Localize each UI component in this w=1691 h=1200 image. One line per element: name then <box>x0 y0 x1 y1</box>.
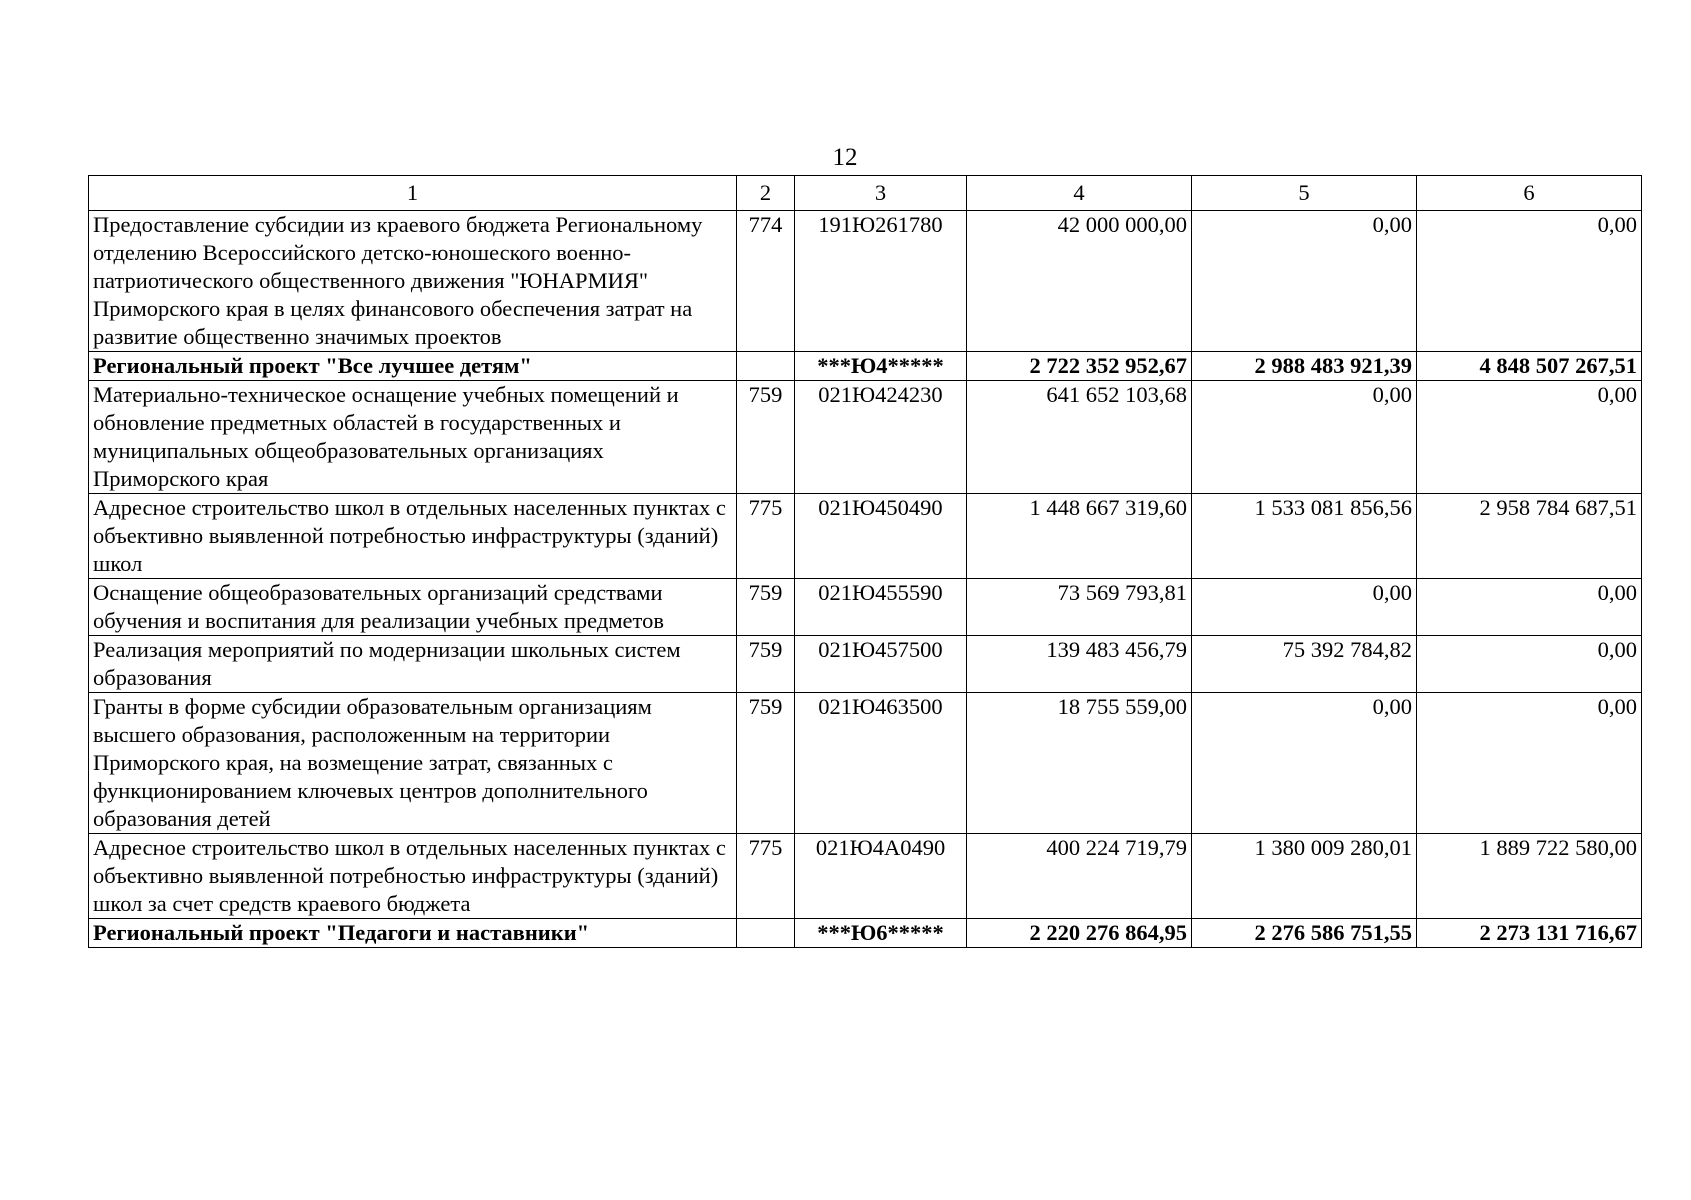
row-value-col6: 0,00 <box>1417 693 1642 834</box>
header-row <box>89 176 1642 211</box>
row-target-code: 021Ю455590 <box>795 579 967 636</box>
row-ministry-code: 759 <box>737 636 795 693</box>
row-value-col4: 400 224 719,79 <box>967 834 1192 919</box>
row-target-code: 021Ю4А0490 <box>795 834 967 919</box>
row-target-code: 021Ю450490 <box>795 494 967 579</box>
page-number: 12 <box>832 144 858 171</box>
row-value-col6: 0,00 <box>1417 381 1642 494</box>
column-header-4: 4 <box>967 176 1192 211</box>
row-value-col4: 139 483 456,79 <box>967 636 1192 693</box>
table-row <box>89 494 1642 579</box>
table-body <box>89 211 1642 948</box>
row-value-col4: 2 220 276 864,95 <box>967 919 1192 948</box>
row-value-col4: 641 652 103,68 <box>967 381 1192 494</box>
table-row <box>89 579 1642 636</box>
row-name: Адресное строительство школ в отдельных населенных пунктах с объективно выявленной потребностью инфраструктуры (зданий) школ за счет средств краевого бюджета <box>89 834 737 919</box>
row-value-col6: 1 889 722 580,00 <box>1417 834 1642 919</box>
row-value-col5: 1 533 081 856,56 <box>1192 494 1417 579</box>
row-value-col6: 0,00 <box>1417 211 1642 352</box>
row-ministry-code: 759 <box>737 693 795 834</box>
row-target-code: 021Ю424230 <box>795 381 967 494</box>
row-value-col6: 0,00 <box>1417 579 1642 636</box>
row-value-col5: 0,00 <box>1192 693 1417 834</box>
row-value-col5: 2 988 483 921,39 <box>1192 352 1417 381</box>
row-ministry-code: 759 <box>737 579 795 636</box>
row-target-code: 191Ю261780 <box>795 211 967 352</box>
row-name: Реализация мероприятий по модернизации школьных систем образования <box>89 636 737 693</box>
row-value-col5: 0,00 <box>1192 211 1417 352</box>
table-row <box>89 352 1642 381</box>
row-value-col6: 2 273 131 716,67 <box>1417 919 1642 948</box>
row-value-col5: 0,00 <box>1192 579 1417 636</box>
row-name: Предоставление субсидии из краевого бюджета Региональному отделению Всероссийского детско-юношеского военно-патриотического общественного движения "ЮНАРМИЯ" Приморского края в целях финансового обеспечения затрат на развитие общественно значимых проектов <box>89 211 737 352</box>
row-ministry-code: 759 <box>737 381 795 494</box>
row-value-col4: 42 000 000,00 <box>967 211 1192 352</box>
row-name: Адресное строительство школ в отдельных населенных пунктах с объективно выявленной потребностью инфраструктуры (зданий) школ <box>89 494 737 579</box>
table-row <box>89 381 1642 494</box>
row-target-code: ***Ю6***** <box>795 919 967 948</box>
row-value-col6: 2 958 784 687,51 <box>1417 494 1642 579</box>
row-value-col4: 18 755 559,00 <box>967 693 1192 834</box>
row-ministry-code: 775 <box>737 834 795 919</box>
row-ministry-code <box>737 352 795 381</box>
column-header-1: 1 <box>89 176 737 211</box>
table-row <box>89 834 1642 919</box>
column-header-5: 5 <box>1192 176 1417 211</box>
table-row <box>89 919 1642 948</box>
row-value-col5: 2 276 586 751,55 <box>1192 919 1417 948</box>
row-ministry-code <box>737 919 795 948</box>
row-value-col4: 73 569 793,81 <box>967 579 1192 636</box>
row-target-code: 021Ю463500 <box>795 693 967 834</box>
column-header-3: 3 <box>795 176 967 211</box>
row-name: Региональный проект "Все лучшее детям" <box>89 352 737 381</box>
row-name: Материально-техническое оснащение учебных помещений и обновление предметных областей в государственных и муниципальных общеобразовательных организациях Приморского края <box>89 381 737 494</box>
table-row <box>89 211 1642 352</box>
row-ministry-code: 775 <box>737 494 795 579</box>
table-row <box>89 636 1642 693</box>
row-ministry-code: 774 <box>737 211 795 352</box>
row-value-col4: 2 722 352 952,67 <box>967 352 1192 381</box>
column-header-6: 6 <box>1417 176 1642 211</box>
row-value-col5: 75 392 784,82 <box>1192 636 1417 693</box>
budget-table <box>88 175 1642 948</box>
row-value-col5: 0,00 <box>1192 381 1417 494</box>
row-value-col6: 4 848 507 267,51 <box>1417 352 1642 381</box>
row-value-col4: 1 448 667 319,60 <box>967 494 1192 579</box>
column-header-2: 2 <box>737 176 795 211</box>
row-name: Гранты в форме субсидии образовательным организациям высшего образования, расположенным на территории Приморского края, на возмещение затрат, связанных с функционированием ключевых центров дополнительного образования детей <box>89 693 737 834</box>
table-row <box>89 693 1642 834</box>
row-name: Региональный проект "Педагоги и наставники" <box>89 919 737 948</box>
row-value-col5: 1 380 009 280,01 <box>1192 834 1417 919</box>
row-target-code: ***Ю4***** <box>795 352 967 381</box>
row-value-col6: 0,00 <box>1417 636 1642 693</box>
row-target-code: 021Ю457500 <box>795 636 967 693</box>
row-name: Оснащение общеобразовательных организаций средствами обучения и воспитания для реализации учебных предметов <box>89 579 737 636</box>
